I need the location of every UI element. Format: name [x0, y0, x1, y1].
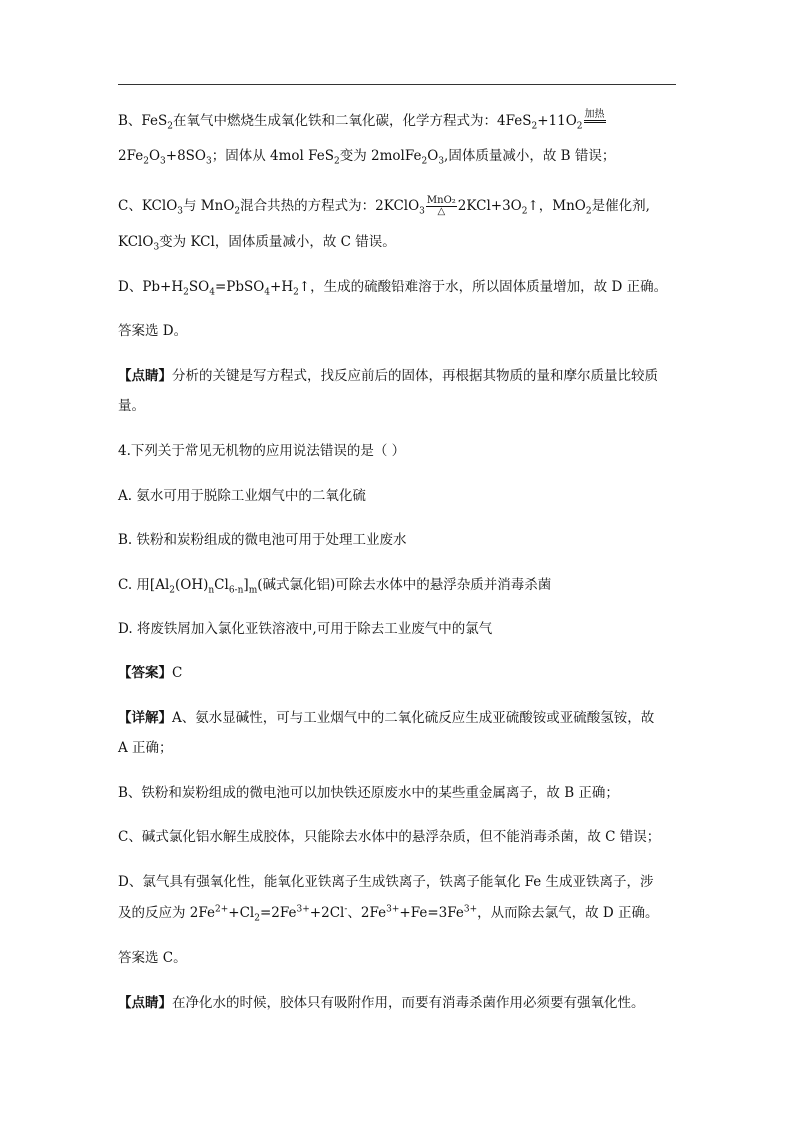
subscript: 2: [521, 206, 528, 217]
answer-line-1: 答案选 D。: [118, 323, 188, 339]
subscript: 2: [576, 121, 583, 132]
subscript: 3: [177, 206, 184, 217]
answer-label: 【答案】: [118, 665, 172, 681]
text: ；固体从 4mol FeS: [211, 148, 335, 164]
explain-b-line2: [118, 146, 615, 166]
subscript: 2: [334, 156, 340, 167]
text: +Cl: [228, 905, 255, 921]
subscript: 2: [585, 206, 592, 217]
subscript: 3: [153, 242, 160, 253]
superscript: 3+: [463, 904, 478, 915]
option-a: A. 氨水可用于脱除工业烟气中的二氧化硫: [118, 488, 366, 504]
text: ，从而除去氯气，故 D 正确。: [477, 905, 659, 921]
reaction-condition: [584, 110, 606, 133]
detail-c: C、碱式氯化铝水解生成胶体，只能除去水体中的悬浮杂质，但不能消毒杀菌，故 C 错误；: [118, 829, 661, 845]
subscript: 3: [438, 156, 445, 167]
text: 2Fe: [118, 148, 144, 164]
text: 混合共热的方程式为：2KClO: [240, 198, 420, 214]
text: 在氧气中燃烧生成氧化铁和二氧化碳，化学方程式为：4FeS: [173, 113, 532, 129]
option-b: B. 铁粉和炭粉组成的微电池可用于处理工业废水: [118, 532, 407, 548]
tip-text: 分析的关键是写方程式，找反应前后的固体，再根据其物质的量和摩尔质量比较质: [172, 368, 658, 384]
text: +H: [270, 279, 294, 295]
text: D、Pb+H: [118, 279, 184, 295]
answer-line: [118, 663, 182, 683]
option-c: [118, 575, 551, 595]
text: 与 MnO: [183, 198, 235, 214]
subscript: 2: [254, 913, 260, 924]
text: (OH): [175, 577, 209, 593]
subscript: m: [248, 585, 258, 596]
text: 、2Fe: [347, 905, 387, 921]
explain-b-line1: [118, 110, 607, 133]
answer-line-2: 答案选 C。: [118, 950, 187, 966]
detail-text: A、氨水显碱性，可与工业烟气中的二氧化硫反应生成亚硫酸铵或亚硫酸氢铵，故: [172, 710, 655, 726]
explain-d-line: [118, 277, 667, 297]
explain-c-line2: [118, 232, 396, 252]
tip-1-line1: [118, 366, 658, 386]
subscript: 4: [209, 287, 215, 298]
superscript: 3+: [386, 904, 400, 915]
subscript: 3: [160, 156, 166, 167]
text: 是催化剂,: [591, 198, 650, 214]
subscript: 6-n: [228, 585, 244, 596]
tip-2: [118, 993, 645, 1013]
tip-label: 【点睛】: [118, 368, 172, 384]
text: 变为 KCl，固体质量减小，故 C 错误。: [159, 234, 396, 250]
option-d: D. 将废铁屑加入氯化亚铁溶液中,可用于除去工业废气中的氯气: [118, 621, 493, 637]
text: =2Fe: [259, 905, 297, 921]
text: 2KCl+3O: [457, 198, 522, 214]
text: B、FeS: [118, 113, 168, 129]
subscript: 2: [531, 121, 538, 132]
text: +11O: [537, 113, 577, 129]
tip-label: 【点睛】: [118, 995, 172, 1011]
text: KClO: [118, 234, 154, 250]
text: ↑，MnO: [527, 198, 586, 214]
superscript: -: [344, 904, 348, 915]
subscript: 4: [264, 287, 271, 298]
subscript: 2: [234, 206, 241, 217]
detail-d-line1: D、氯气具有强氧化性，能氧化亚铁离子生成铁离子，铁离子能氧化 Fe 生成亚铁离子，涉: [118, 874, 654, 890]
subscript: 3: [205, 156, 212, 167]
tip-text: 在净化水的时候，胶体只有吸附作用，而要有消毒杀菌作用必须要有强氧化性。: [172, 995, 645, 1011]
text: =PbSO: [214, 279, 265, 295]
answer-value: C: [172, 665, 183, 681]
subscript: 2: [421, 156, 428, 167]
text: ↑，生成的硫酸铅难溶于水，所以固体质量增加，故 D 正确。: [298, 279, 668, 295]
text: +Fe=3Fe: [399, 905, 464, 921]
subscript: 2: [167, 121, 174, 132]
text: C. 用[Al: [118, 577, 170, 593]
detail-a-line1: [118, 708, 654, 728]
header-rule: [118, 84, 676, 85]
catalyst-label: MnO₂: [426, 195, 456, 206]
text: ]: [243, 577, 249, 593]
superscript: 2+: [215, 904, 229, 915]
text: Cl: [214, 577, 229, 593]
superscript: 3+: [296, 904, 310, 915]
text: C、KClO: [118, 198, 178, 214]
detail-label: 【详解】: [118, 710, 172, 726]
subscript: 3: [419, 206, 425, 217]
subscript: 2: [143, 156, 149, 167]
reaction-condition: [426, 196, 457, 217]
text: ,固体质量减小，故 B 错误；: [444, 148, 616, 164]
text: SO: [188, 279, 210, 295]
text: (碱式氯化铝)可除去水体中的悬浮杂质并消毒杀菌: [257, 577, 552, 593]
subscript: n: [208, 585, 215, 596]
text: 变为 2molFe: [339, 148, 422, 164]
text: O: [427, 148, 439, 164]
detail-b: B、铁粉和炭粉组成的微电池可以加快铁还原废水中的某些重金属离子，故 B 正确；: [118, 785, 619, 801]
text: 及的反应为 2Fe: [118, 905, 215, 921]
heat-symbol: △: [437, 206, 446, 217]
subscript: 2: [169, 585, 175, 596]
explain-c-line1: [118, 196, 650, 217]
detail-a-line2: A 正确；: [118, 740, 173, 756]
detail-d-line2: [118, 903, 659, 923]
subscript: 2: [183, 287, 189, 298]
text: O: [148, 148, 161, 164]
tip-1-line2: 量。: [118, 398, 145, 414]
condition-heat: 加热: [584, 110, 606, 123]
text: +2Cl: [309, 905, 345, 921]
question-4-stem: 4.下列关于常见无机物的应用说法错误的是（ ）: [118, 443, 406, 459]
subscript: 2: [293, 287, 299, 298]
text: +8SO: [165, 148, 206, 164]
